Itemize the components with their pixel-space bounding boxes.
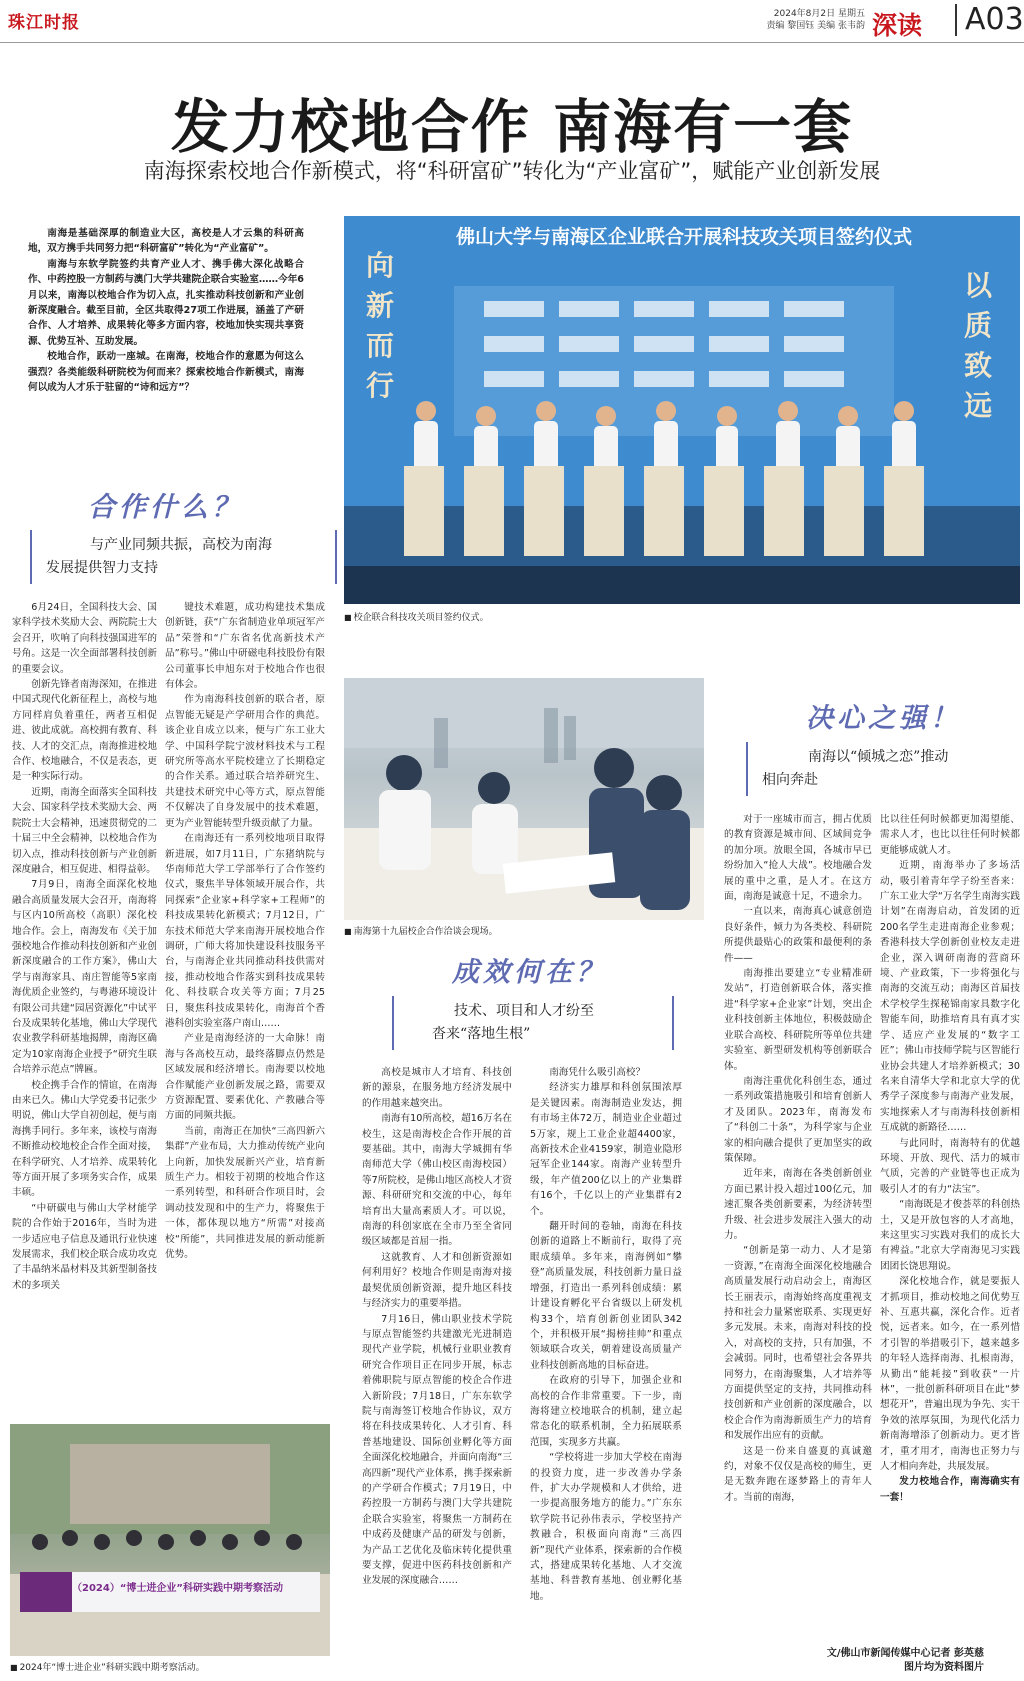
signing-ceremony-illustration bbox=[344, 216, 1020, 604]
photo-credit: 图片均为资料图片 bbox=[904, 1662, 984, 1673]
subtitle-line: 沓来“落地生根” bbox=[432, 1026, 531, 1042]
paragraph: 翻开时间的卷轴，南海在科技创新的道路上不断前行，取得了亮眼成绩单。多年来，南海例如“攀登”高质量发展，科技创新力量日益增强，打造出一系列科创成绩：累计建设育孵化平台省级以上研发机构33个，培育创新创业团队342个，并积极开展“揭榜挂帅”和重点领域联合攻关，朝着建设高质量产业科技创新高地的目标奋进。 bbox=[530, 1221, 682, 1371]
paragraph: 7月16日，佛山职业技术学院与原点智能签约共建激光光进制造现代产业学院，机械行业职业教育研究合作项目正在同步开展，标志着佛职院与原点智能的校企合作进入新阶段；7月18日，广东东软学院与南海签订校地合作协议，双方将在科技成果转化、人才引育、科普基地建设、国际创业孵化等方面全面深化校地融合，并面向南海“三高四新”现代产业体系，携手探索新的产学研合作模式；7月19日，中药控股一方制药与澳门大学共建院企联合实验室，将聚焦一方制药在中成药及健康产品的研发与创新，为产品工艺优化及临床转化提供重要支撑，促进中医药科技创新和产业发展的深度融合…… bbox=[362, 1313, 512, 1587]
subtitle-line: 相向奔赴 bbox=[762, 772, 818, 788]
paragraph: 近期，南海全面落实全国科技大会、国家科学技术奖励大会、两院院士大会精神，迅速贯彻党的二十届三中全会精神，以校地合作为切入点，推动科技创新与产业创新深度融合，相互促进、相得益彰。 bbox=[12, 786, 157, 875]
closing-paragraph: 发力校地合作，南海确实有一套！ bbox=[880, 1476, 1020, 1503]
section3-column-a bbox=[724, 812, 872, 1505]
paragraph: 在南海还有一系列校地项目取得新进展，如7月11日，广东猪纳院与华南师范大学工学部举行了合作签约仪式，聚焦半导体领域开展合作，共同探索“企业家+科学家+工程师”的科技成果转化新模式；7月12日，广东技术师范大学来南海开展校地合作调研，广师大将加快建设科技服务平台，与南海企业共同推动科技供需对接，推动校地合作落实到科技成果转化、科技联合攻关等方面；7月25日，聚焦科技成果转化，南海首个香港科创实验室落户南山…… bbox=[165, 833, 325, 1029]
paragraph: “中研碳电与佛山大学材能学院的合作始于2016年，当时为进一步适应电子信息及通讯行业快速发展需求，我们校企联合成功攻克了丰晶纳米晶材料及其新型制备技术的多项关 bbox=[12, 1202, 157, 1291]
section-tag: 深读 bbox=[872, 11, 923, 40]
headline: 发力校地合作 南海有一套 bbox=[170, 93, 854, 161]
paragraph: 近期，南海举办了多场活动，吸引着青年学子纷至沓来：广东工业大学“万名学生南海实践计划”在南海启动，首发团的近200名学生走进南海企业参观；香港科技大学创新创业校友走进企业，深入调研南海的营商环境、产业政策，下一步将强化与南海的交流互动；南海区首届技术学校学生探秘锦南家具数字化智能车间，助推培育具有真才实学、适应产业发展的“数字工匠”；佛山市技师学院与区智能行业协会共建人才培养新模式；30名来自清华大学和北京大学的优秀学子深度参与南海产业发展，实地探索人才与南海科技创新相互成就的新路径…… bbox=[880, 860, 1020, 1134]
section-title-cooperation: 合作什么？ bbox=[88, 492, 243, 523]
paragraph: 6月24日，全国科技大会、国家科学技术奖励大会、两院院士大会召开，吹响了向科技强国进军的号角。这是一次全面部署科技创新的重要会议。 bbox=[12, 602, 157, 675]
section-title-determination: 决心之强！ bbox=[806, 703, 961, 734]
paragraph: 7月9日，南海全面深化校地融合高质量发展大会召开，南海将与区内10所高校（高职）深化校地合作。会上，南海发布《关于加强校地合作推动科技创新和产业创新深度融合的工作方案》，佛山大学与南海家具、南庄智能等5家南海优质企业签约，与粤港环境设计有限公司共建“园居资源化”中试平台及成果转化基地，佛山大学现代农业教学科研基地揭牌，南海区确定为10家南海企业授予“研究生联合培养示范点”牌匾。 bbox=[12, 879, 157, 1076]
section1-column-b bbox=[165, 600, 325, 1262]
paragraph: 南海有10所高校，超16万名在校生，这是南海校企合作开展的首要基础。其中，南海大学城拥有华南师范大学（佛山校区南海校园）等7所院校，是佛山地区高校人才资源、科研研究和交流的中心，每年培育出大量高素质人才。可以说，南海的科创家底在全市乃至全省同级区域都是首屈一指。 bbox=[362, 1113, 513, 1248]
doctoral-visit-photo bbox=[10, 1424, 330, 1656]
subtitle-line: 与产业同频共振，高校为南海 bbox=[90, 537, 272, 553]
section-subtitle-results bbox=[392, 996, 674, 1050]
subtitle-line: 南海以“倾城之恋”推动 bbox=[808, 749, 949, 765]
photo-caption: ■ 南海第十九届校企合作洽谈会现场。 bbox=[344, 924, 498, 937]
paragraph: 与此同时，南海特有的优越环境、开放、现代、活力的城市气质，完善的产业链等也正成为吸引人才的有力“法宝”。 bbox=[880, 1137, 1020, 1195]
lead-paragraph: 南海是基础深厚的制造业大区，高校是人才云集的科研高地，双方携手共同努力把“科研富矿”转化为“产业富矿”。 bbox=[28, 228, 304, 255]
section-subtitle-cooperation bbox=[30, 530, 337, 584]
page-number: A03 bbox=[955, 4, 1024, 36]
subtitle-line: 技术、项目和人才纷至 bbox=[454, 1003, 594, 1019]
section2-column-b bbox=[530, 1065, 682, 1604]
paragraph: 对于一座城市而言，拥占优质的教育资源是城市间、区域间竞争的加分项。放眼全国，各城市早已纷纷加入“抢人大战”。校地融合发展的重中之重，是人才。在这方面，南海是诚意十足，不遗余力。 bbox=[724, 814, 872, 903]
fair-photo bbox=[344, 678, 704, 920]
section-subtitle-determination bbox=[746, 742, 1024, 796]
paragraph: “学校将进一步加大学校在南海的投资力度，进一步改善办学条件，扩大办学规模和人才供给，进一步提高服务地方的能力。”广东东软学院书记孙伟表示，学校坚持产教融合，积极面向南海“三高四新”现代产业体系，探索新的合作模式，搭建成果转化基地、人才交流基地、科普教育基地、创业孵化基地。 bbox=[530, 1452, 682, 1602]
photo-caption: ■ 2024年“博士进企业”科研实践中期考察活动。 bbox=[10, 1660, 205, 1673]
paragraph: “创新是第一动力、人才是第一资源，”在南海全面深化校地融合高质量发展行动启动会上，南海区长王丽表示，南海始终高度重视支持和社会力量紧密联系、实现更好多元发展。未来，南海对科技的投入，对高校的支持，只有加强，不会减弱。同时，也希望社会各界共同努力，在南海聚集，人才培养等方面提供坚定的支持，共同推动科技创新和产业创新的深度融合，以校企合作为南海新质生产力的培育和发展作出应有的贡献。 bbox=[724, 1245, 872, 1442]
paragraph: 高校是城市人才培育、科技创新的源泉，在服务地方经济发展中的作用越来越突出。 bbox=[362, 1067, 512, 1109]
fair-illustration bbox=[344, 678, 704, 920]
paragraph: 作为南海科技创新的联合者，原点智能无疑是产学研用合作的典范。该企业自成立以来，便与广东工业大学、中国科学院宁波材料技术与工程研究所等高水平院校建立了长期稳定的合作关系。通过联合培养研究生、共建技术研究中心等方式，原点智能不仅解决了自身发展中的技术难题，更为产业智能转型升级贡献了力量。 bbox=[165, 694, 325, 829]
visit-banner-text: （2024）“博士进企业”科研实践中期考察活动 bbox=[72, 1583, 283, 1594]
banner-side-right: 以质致远 bbox=[964, 269, 993, 422]
paragraph: 南海凭什么吸引高校？ bbox=[549, 1067, 646, 1078]
subtitle-line: 发展提供智力支持 bbox=[46, 560, 158, 576]
paragraph: 近年来，南海在各类创新创业方面已累计投入超过100亿元，加速汇聚各类创新要素，为经济转型升级、社会进步发展注入强大的动力。 bbox=[724, 1168, 872, 1241]
header-divider bbox=[0, 42, 1024, 43]
lead-paragraph: 校地合作，跃动一座城。在南海，校地合作的意愿为何这么强烈？各类能级科研院校为何而来？探索校地合作新模式，南海何以成为人才乐于驻留的“诗和远方”？ bbox=[28, 351, 304, 394]
photo-caption: ■ 校企联合科技攻关项目签约仪式。 bbox=[344, 610, 489, 623]
paragraph: 这是一份来自盛夏的真诚邀约，对象不仅仅是高校的师生，更是无数奔跑在逐梦路上的青年人才。当前的南海， bbox=[724, 1445, 872, 1503]
paragraph: 在政府的引导下，加强企业和高校的合作非常重要。下一步，南海将建立校地联合的机制，建立起常态化的联系机制，全力拓展联系范围，实现多方共赢。 bbox=[530, 1375, 682, 1448]
paragraph: “南海既是才俊荟萃的科创热土，又是开放包容的人才高地，来这里实习实践对我们的成长大有裨益。”北京大学南海见习实践团团长饶思翔说。 bbox=[880, 1199, 1020, 1272]
date-line: 2024年8月2日 星期五 bbox=[773, 9, 865, 19]
section1-column-a bbox=[12, 600, 157, 1293]
subheadline: 南海探索校地合作新模式，将“科研富矿”转化为“产业富矿”，赋能产业创新发展 bbox=[143, 159, 881, 183]
section-title-results: 成效何在？ bbox=[452, 957, 607, 988]
paragraph: 创新先锋者南海深知，在推进中国式现代化新征程上，高校与地方同样肩负着重任，两者互相促进、彼此成就。高校拥有教育、科技、人才的交汇点，南海推进校地合作、校地融合，不仅是表态，更是一种实际行动。 bbox=[12, 679, 157, 783]
paragraph: 经济实力雄厚和科创氛围浓厚是关键因素。南海制造业发达，拥有市场主体72万，制造业企业超过5万家，规上工业企业超4400家，高新技术企业4159家，制造业隐形冠军企业144家。南海产业转型升级，年产值200亿以上的产业集群有16个，千亿以上的产业集群有2个。 bbox=[530, 1082, 682, 1217]
paragraph: 这就教育、人才和创新资源如何利用好？校地合作则是南海对接最契优质创新资源，提升地区科技与经济实力的重要举措。 bbox=[362, 1251, 512, 1310]
paragraph: 南海推出要建立“专业精准研发站”，打造创新联合体，落实推进“科学家+企业家”计划，突出企业科技创新主体地位，积极鼓励企业联合高校、科研院所等单位共建实验室、新型研发机构等创新联合体。 bbox=[724, 968, 872, 1072]
paragraph: 深化校地合作，就是要振人才抓项目，推动校地之间优势互补、互惠共赢，深化合作。近者悦，远者来。如今，在一系列惜才引智的举措吸引下，越来越多的年轻人选择南海、扎根南海，从勤出“能耗接”到收获“一片林”，一批创新科研项目在此“梦想花开”，普遍出现为争先、实干争效的浓厚氛围，为现代化活力新南海增添了创新动力。更才皆才，重才用才，南海也正努力与人才相向奔赴，共展发展。 bbox=[880, 1276, 1020, 1473]
paragraph: 南海注重优化科创生态，通过一系列政策措施吸引和培育创新人才及团队。2023年，南海发布了“科创二十条”，为科学家与企业家的相向融合提供了更加坚实的政策保障。 bbox=[724, 1075, 872, 1164]
paragraph: 键技术难题，成功构建技术集成创新链，获“广东省制造业单项冠军产品”荣誉和“广东省名优高新技术产品”称号。”佛山中研磁电科技股份有限公司董事长申旭东对于校地合作也很有体会。 bbox=[165, 602, 325, 691]
signing-ceremony-photo bbox=[344, 216, 1020, 604]
article-credit bbox=[827, 1647, 984, 1675]
banner-side-left: 向新而行 bbox=[366, 249, 395, 402]
lead-paragraph: 南海与东软学院签约共育产业人才、携手佛大深化战略合作、中药控股一方制药与澳门大学共建院企联合实验室……今年6月以来，南海以校地合作为切入点，扎实推动科技创新和产业创新深度融合。截至目前，全区共取得27项工作进展，涵盖了产研合作、人才培养、成果转化等多方面内容，校地加快实现共享资源、优势互补、互助发展。 bbox=[28, 258, 304, 347]
author-credit: 文/佛山市新闻传媒中心记者 彭英慈 bbox=[826, 1648, 984, 1659]
doctoral-visit-illustration bbox=[10, 1424, 330, 1656]
editor-line: 责编 黎国钰 美编 张韦韵 bbox=[766, 21, 865, 31]
section2-column-a bbox=[362, 1065, 512, 1589]
lead-column bbox=[28, 226, 304, 395]
paragraph: 当前，南海正在加快“三高四新六集群”产业布局，大力推动传统产业向上向新，加快发展新兴产业，培育新质生产力。相较于初期的校地合作这一系列转型，和科研合作项目时，会调动技发现和中的生产力，将聚焦于一体，都体现以地方“所需”对接高校“所能”，共同推进发展的新动能新优势。 bbox=[165, 1125, 325, 1261]
masthead: 珠江时报 bbox=[8, 13, 80, 33]
date-block bbox=[765, 8, 865, 32]
paragraph: 比以往任何时候都更加渴望能、需求人才，也比以往任何时候都更能够成就人才。 bbox=[880, 814, 1020, 856]
paragraph: 校企携手合作的情谊，在南海由来已久。佛山大学党委书记张少明说，佛山大学自初创起，便与南海携手同行。多年来，该校与南海不断推动校地校企合作全面对接，在科学研究、人才培养、成果转化等方面开展了多项务实合作，成果丰硕。 bbox=[12, 1079, 157, 1199]
paragraph: 一直以来，南海真心诚意创造良好条件，倾力为各类校、科研院所提供最贴心的政策和最便利的条件—— bbox=[724, 906, 872, 964]
ceremony-banner-text: 佛山大学与南海区企业联合开展科技攻关项目签约仪式 bbox=[455, 226, 912, 248]
section3-column-b bbox=[880, 812, 1020, 1505]
paragraph: 产业是南海经济的一大命脉！南海与各高校互动，最终落脚点仍然是区域发展和经济增长。南海要以校地合作赋能产业创新发展之路，需要双方资源配置、要素优化、产教融合等方面的同频共振。 bbox=[165, 1033, 325, 1122]
